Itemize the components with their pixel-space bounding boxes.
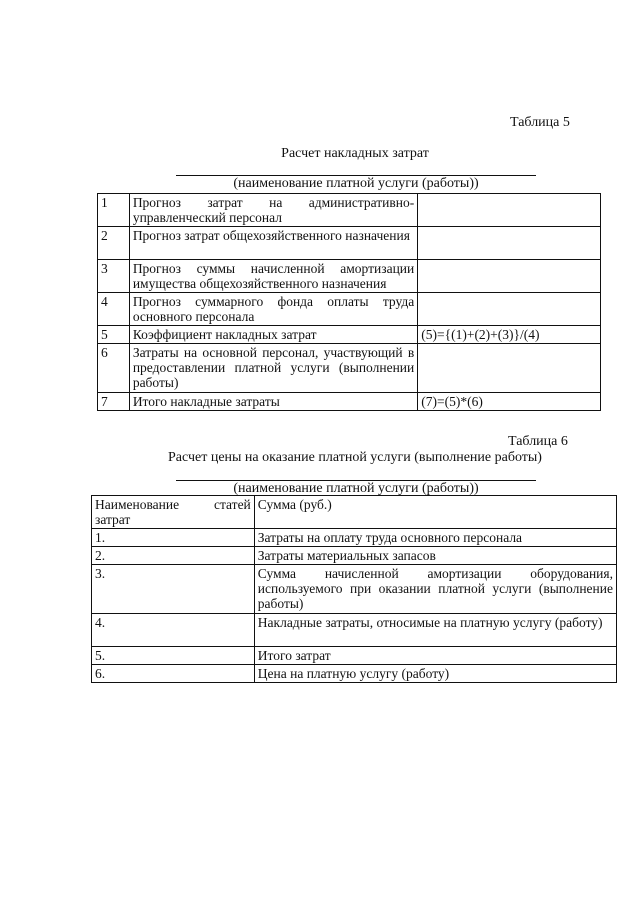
row-value — [418, 194, 601, 227]
row-number: 6 — [98, 344, 130, 393]
table5-title: Расчет накладных затрат — [281, 146, 429, 161]
table-row — [92, 614, 617, 647]
table-row — [92, 529, 617, 547]
row-description: Прогноз затрат на административно-управленческий персонал — [129, 194, 417, 227]
row-value: (7)=(5)*(6) — [418, 393, 601, 411]
row-value — [418, 344, 601, 393]
row-text: Цена на платную услугу (работу) — [254, 665, 616, 683]
table5-caption: (наименование платной услуги (работы)) — [233, 176, 479, 191]
table-row — [98, 227, 601, 260]
header-cost-items: Наименование статей затрат — [92, 496, 255, 529]
table6-caption: (наименование платной услуги (работы)) — [233, 481, 479, 496]
table-row — [92, 547, 617, 565]
row-description: Затраты на основной персонал, участвующий в предоставлении платной услуги (выполнении работы) — [129, 344, 417, 393]
table6-label: Таблица 6 — [508, 434, 568, 449]
overhead-costs-table — [97, 193, 601, 411]
row-number: 5. — [92, 647, 255, 665]
table-row — [92, 647, 617, 665]
table-row — [92, 665, 617, 683]
row-text: Накладные затраты, относимые на платную услугу (работу) — [254, 614, 616, 647]
row-description: Прогноз суммарного фонда оплаты труда основного персонала — [129, 293, 417, 326]
row-value: (5)={(1)+(2)+(3)}/(4) — [418, 326, 601, 344]
table-row — [98, 293, 601, 326]
table6-title: Расчет цены на оказание платной услуги (выполнение работы) — [168, 450, 542, 465]
row-number: 2 — [98, 227, 130, 260]
table-header-row — [92, 496, 617, 529]
row-value — [418, 227, 601, 260]
row-number: 1. — [92, 529, 255, 547]
row-value — [418, 293, 601, 326]
row-number: 1 — [98, 194, 130, 227]
row-number: 6. — [92, 665, 255, 683]
row-text: Затраты на оплату труда основного персонала — [254, 529, 616, 547]
row-text: Итого затрат — [254, 647, 616, 665]
row-number: 7 — [98, 393, 130, 411]
row-number: 2. — [92, 547, 255, 565]
row-number: 4. — [92, 614, 255, 647]
table-row — [98, 344, 601, 393]
table-row — [98, 260, 601, 293]
header-amount: Сумма (руб.) — [254, 496, 616, 529]
table-row — [92, 565, 617, 614]
table5-label: Таблица 5 — [510, 115, 570, 130]
row-number: 3 — [98, 260, 130, 293]
row-description: Коэффициент накладных затрат — [129, 326, 417, 344]
row-number: 3. — [92, 565, 255, 614]
service-price-table — [91, 495, 617, 683]
row-number: 5 — [98, 326, 130, 344]
row-number: 4 — [98, 293, 130, 326]
table-row — [98, 194, 601, 227]
row-text: Сумма начисленной амортизации оборудования, используемого при оказании платной услуги (выполнение работы) — [254, 565, 616, 614]
row-description: Прогноз затрат общехозяйственного назначения — [129, 227, 417, 260]
table-row — [98, 326, 601, 344]
row-text: Затраты материальных запасов — [254, 547, 616, 565]
table-row — [98, 393, 601, 411]
row-description: Прогноз суммы начисленной амортизации имущества общехозяйственного назначения — [129, 260, 417, 293]
row-value — [418, 260, 601, 293]
row-description: Итого накладные затраты — [129, 393, 417, 411]
